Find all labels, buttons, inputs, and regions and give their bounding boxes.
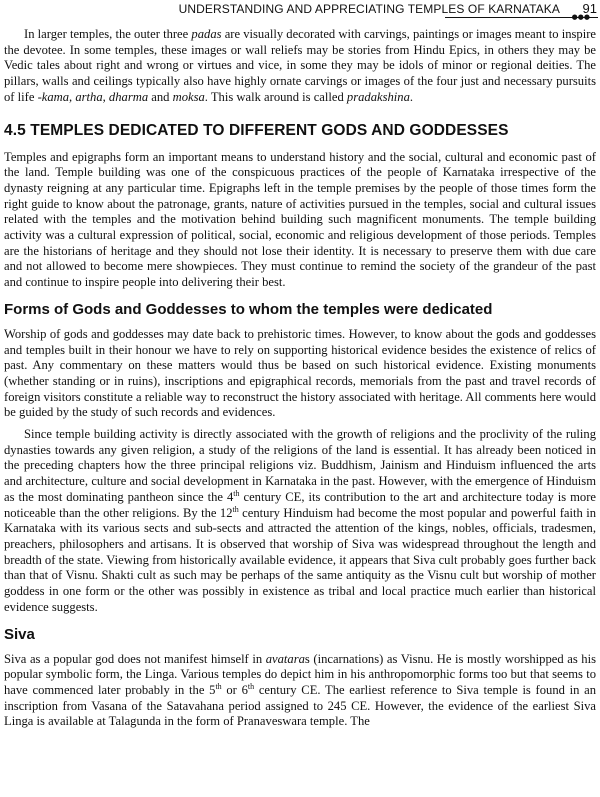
section-heading-4-5: 4.5 TEMPLES DEDICATED TO DIFFERENT GODS AND GODDESSES (4, 121, 509, 139)
intro-paragraph: In larger temples, the outer three padas are visually decorated with carvings, paintings or images meant to inspire the devotee. In some temples, these images or wall reliefs may be stories from Hindu Epics, in others they may be Vedic tales about right and wrong or virtues and vice, in some they may be idols of minor or regional deities. The pillars, walls and ceilings typically also have highly ornate carvings or images of the four just and necessary pursuits of life -kama, artha, dharma and moksa. This walk around is called pradakshina. (4, 27, 596, 104)
siva-paragraph: Siva as a popular god does not manifest himself in avataras (incarnations) as Visnu. He is mostly worshipped as his popular symbolic form, the Linga. Various temples do depict him in his anthropomorphic forms too but that seems to have commenced later probably in the 5th or 6th century CE. The earliest reference to Siva temple is found in an inscription from Vasana of the Satavahana period assigned to 245 CE. However, the evidence of the earliest Siva Linga is available at Talagunda in the form of Pranaveswara temple. The (4, 651, 597, 729)
running-header (0, 0, 600, 22)
forms-paragraph-2: Since temple building activity is directly associated with the growth of religions and the proclivity of the ruling dynasties towards any given religion, a study of the religions of the land is essential. It has already been noticed in the preceding chapters how the three principal religions viz. Buddhism, Jainism and Hinduism influenced the arts and architecture, culture and social development in Karnataka in the past. However, with the emergence of Hinduism as the most dominating pantheon since the 4th century CE, its contribution to the art and architecture today is more noticeable than the other religions. By the 12th century Hinduism had become the most popular and powerful faith in Karnataka with its various sects and sub-sects and attracted the attention of the kings, nobles, officials, tradesmen, preachers, philosophers and artisans. It is observed that worship of Siva was widespread throughout the length and breadth of the state. Viewing from historically available evidence, it appears that Siva cult probably goes further back than that of Visnu. Shakti cult as such may be perhaps of the same antiquity as the Visnu cult but worship of mother goddess in one form or the other was possibly in existence as tribal and local practice much earlier than historical evidence suggests. (4, 427, 596, 614)
section-4-5-paragraph: Temples and epigraphs form an important means to understand history and the social, cultural and economic past of the land. Temple building was one of the conspicuous practices of the people of Karnataka irrespective of the dynasty reigning at any particular time. Epigraphs left in the temple premises by the people of those times form the right guide to know about the patronage, grants, nature of activities pursued in the temples, social and cultural issues related with the temples and the motivation behind building such magnificent monuments. The temple building activity was a cultural expression of political, social, economic and religious development of those periods. Temples are the historians of heritage and they should not lose their identity. It is necessary to preserve them with due care and not allowed to become mere showpieces. They must continue to remind the society of the grandeur of the past and continue to inspire people into delivering their best. (4, 149, 596, 290)
page-number: 91 (582, 1, 597, 16)
forms-paragraph-1: Worship of gods and goddesses may date back to prehistoric times. However, to know about the gods and goddesses and temples built in their honour we have to rely on supporting historical evidence besides the existence of relics of past. Any commentary on these matters would thus be based on such historical evidence. Existing monuments (whether standing or in ruins), inscriptions and epigraphical records, memorials from the past and travel records of foreign visitors constitute a reliable way to reconstruct the history associated with heritage. All comments here would be guided by the study of such records and evidences. (4, 326, 596, 420)
running-title: UNDERSTANDING AND APPRECIATING TEMPLES OF KARNATAKA (178, 2, 560, 16)
page-body (4, 27, 596, 736)
forms-heading: Forms of Gods and Goddesses to whom the temples were dedicated (4, 300, 493, 318)
header-ornament-icon: ●●● (571, 13, 590, 21)
siva-heading: Siva (4, 625, 35, 643)
